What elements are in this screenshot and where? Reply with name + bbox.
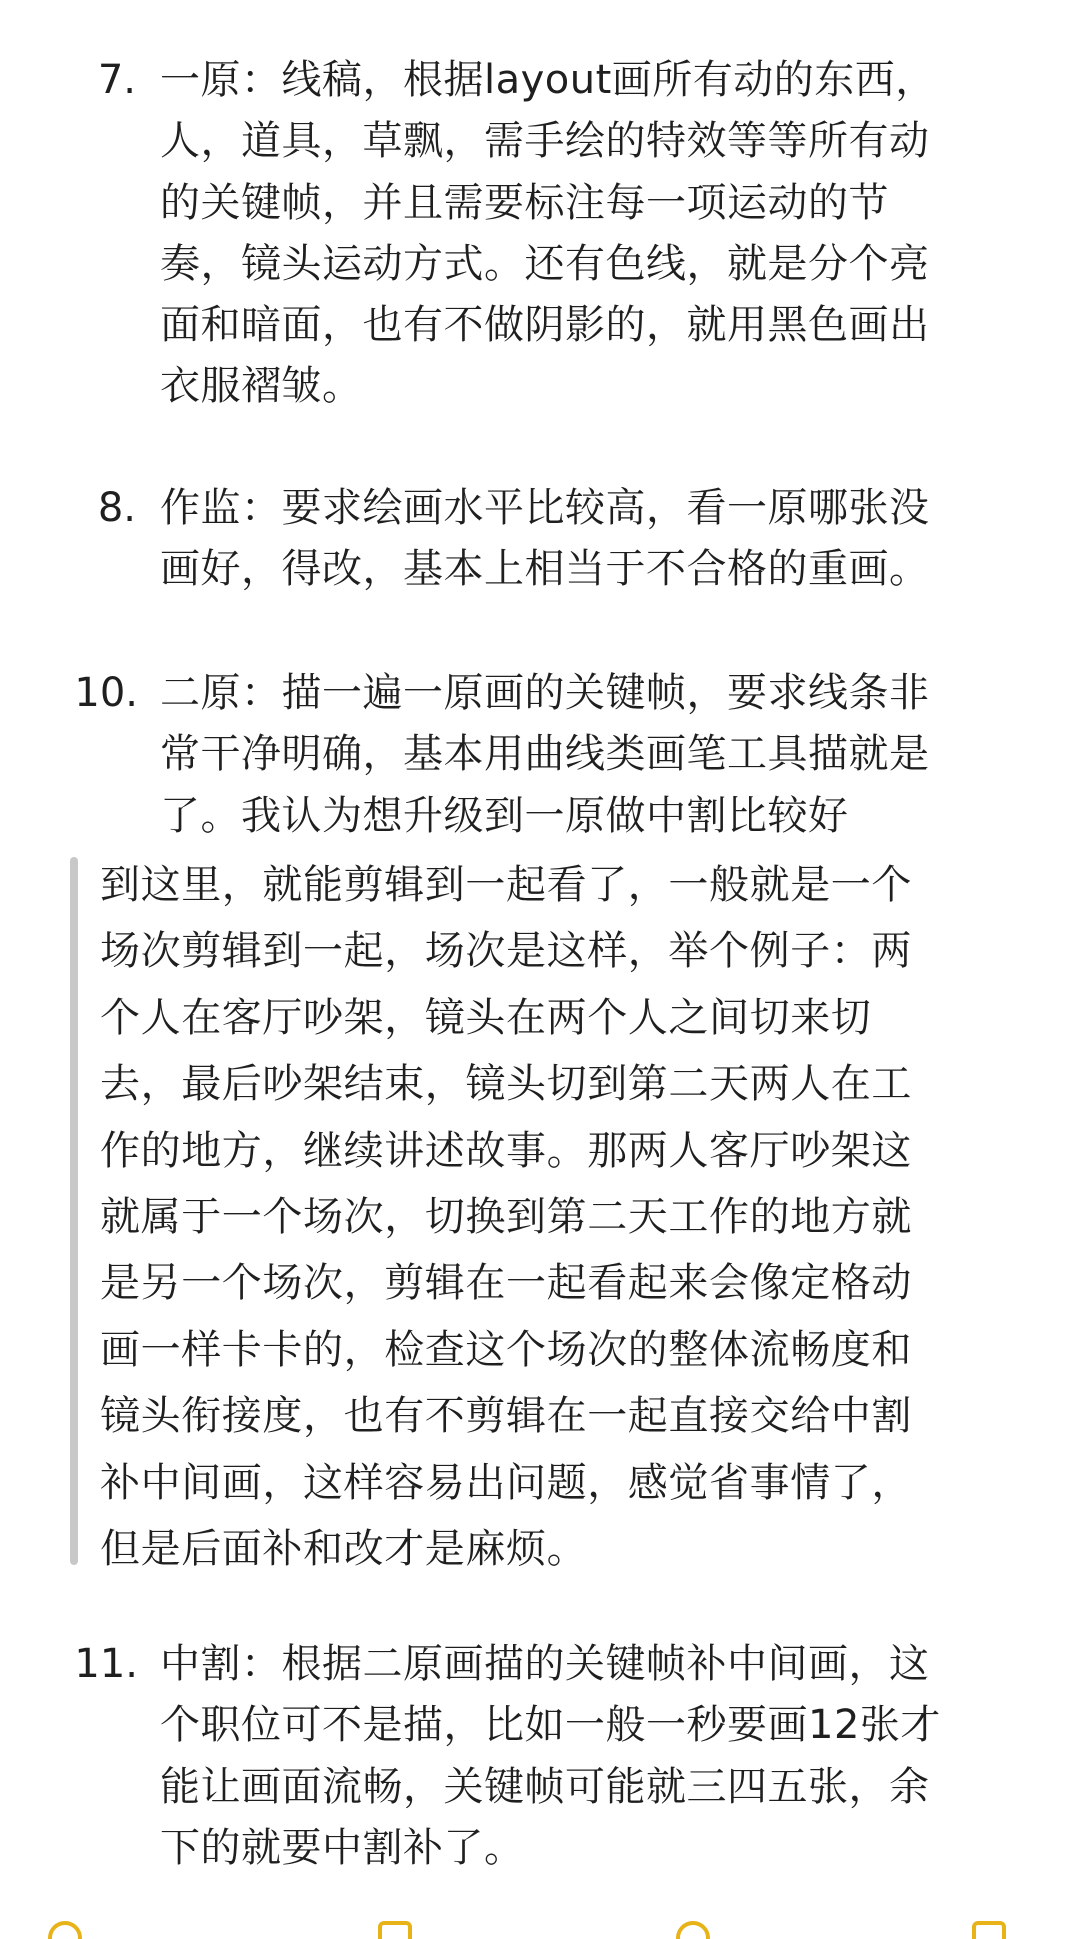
toolbar-square-icon[interactable] [378,1921,418,1939]
list-item-text: 二原：描一遍一原画的关键帧，要求线条非 常干净明确，基本用曲线类画笔工具描就是 了。我认为想升级到一原做中割比较好 [160,670,930,839]
toolbar-circle-icon[interactable] [48,1921,88,1939]
blockquote-bar [70,857,78,1565]
list-item-text: 作监：要求绘画水平比较高，看一原哪张没 画好，得改，基本上相当于不合格的重画。 [160,485,930,593]
blockquote-text: 到这里，就能剪辑到一起看了，一般就是一个 场次剪辑到一起，场次是这样，举个例子：两 个人在客厅吵架，镜头在两个人之间切来切 去，最后吵架结束，镜头切到第二天两人在工 作的地方，继续讲述故事。那两人客厅吵架这 就属于一个场次，切换到第二天工作的地方就 是另一个场次，剪辑在一起看起来会像定格动 画一样卡卡的，检查这个场次的整体流畅度和 镜头衔接度，也有不剪辑在一起直接交给中割 补中间画，这样容易出问题，感觉省事情了， 但是后面补和改才是麻烦。 [100,862,912,1573]
list-number: 7. [97,57,136,103]
list-number: 10. [74,670,138,716]
toolbar-edit-icon[interactable] [972,1921,1012,1939]
list-number: 8. [97,485,136,531]
bottom-toolbar [0,1917,1080,1939]
list-item-text: 一原：线稿，根据layout画所有动的东西， 人，道具，草飘，需手绘的特效等等所有动 的关键帧，并且需要标注每一项运动的节 奏，镜头运动方式。还有色线，就是分个亮 面和暗面，也有不做阴影的，就用黑色画出 衣服褶皱。 [160,57,936,410]
toolbar-smile-icon[interactable] [676,1921,716,1939]
list-number: 11. [74,1641,138,1687]
list-item-text: 中割：根据二原画描的关键帧补中间画，这 个职位可不是描，比如一般一秒要画12张才 能让画面流畅，关键帧可能就三四五张，余 下的就要中割补了。 [160,1641,941,1871]
